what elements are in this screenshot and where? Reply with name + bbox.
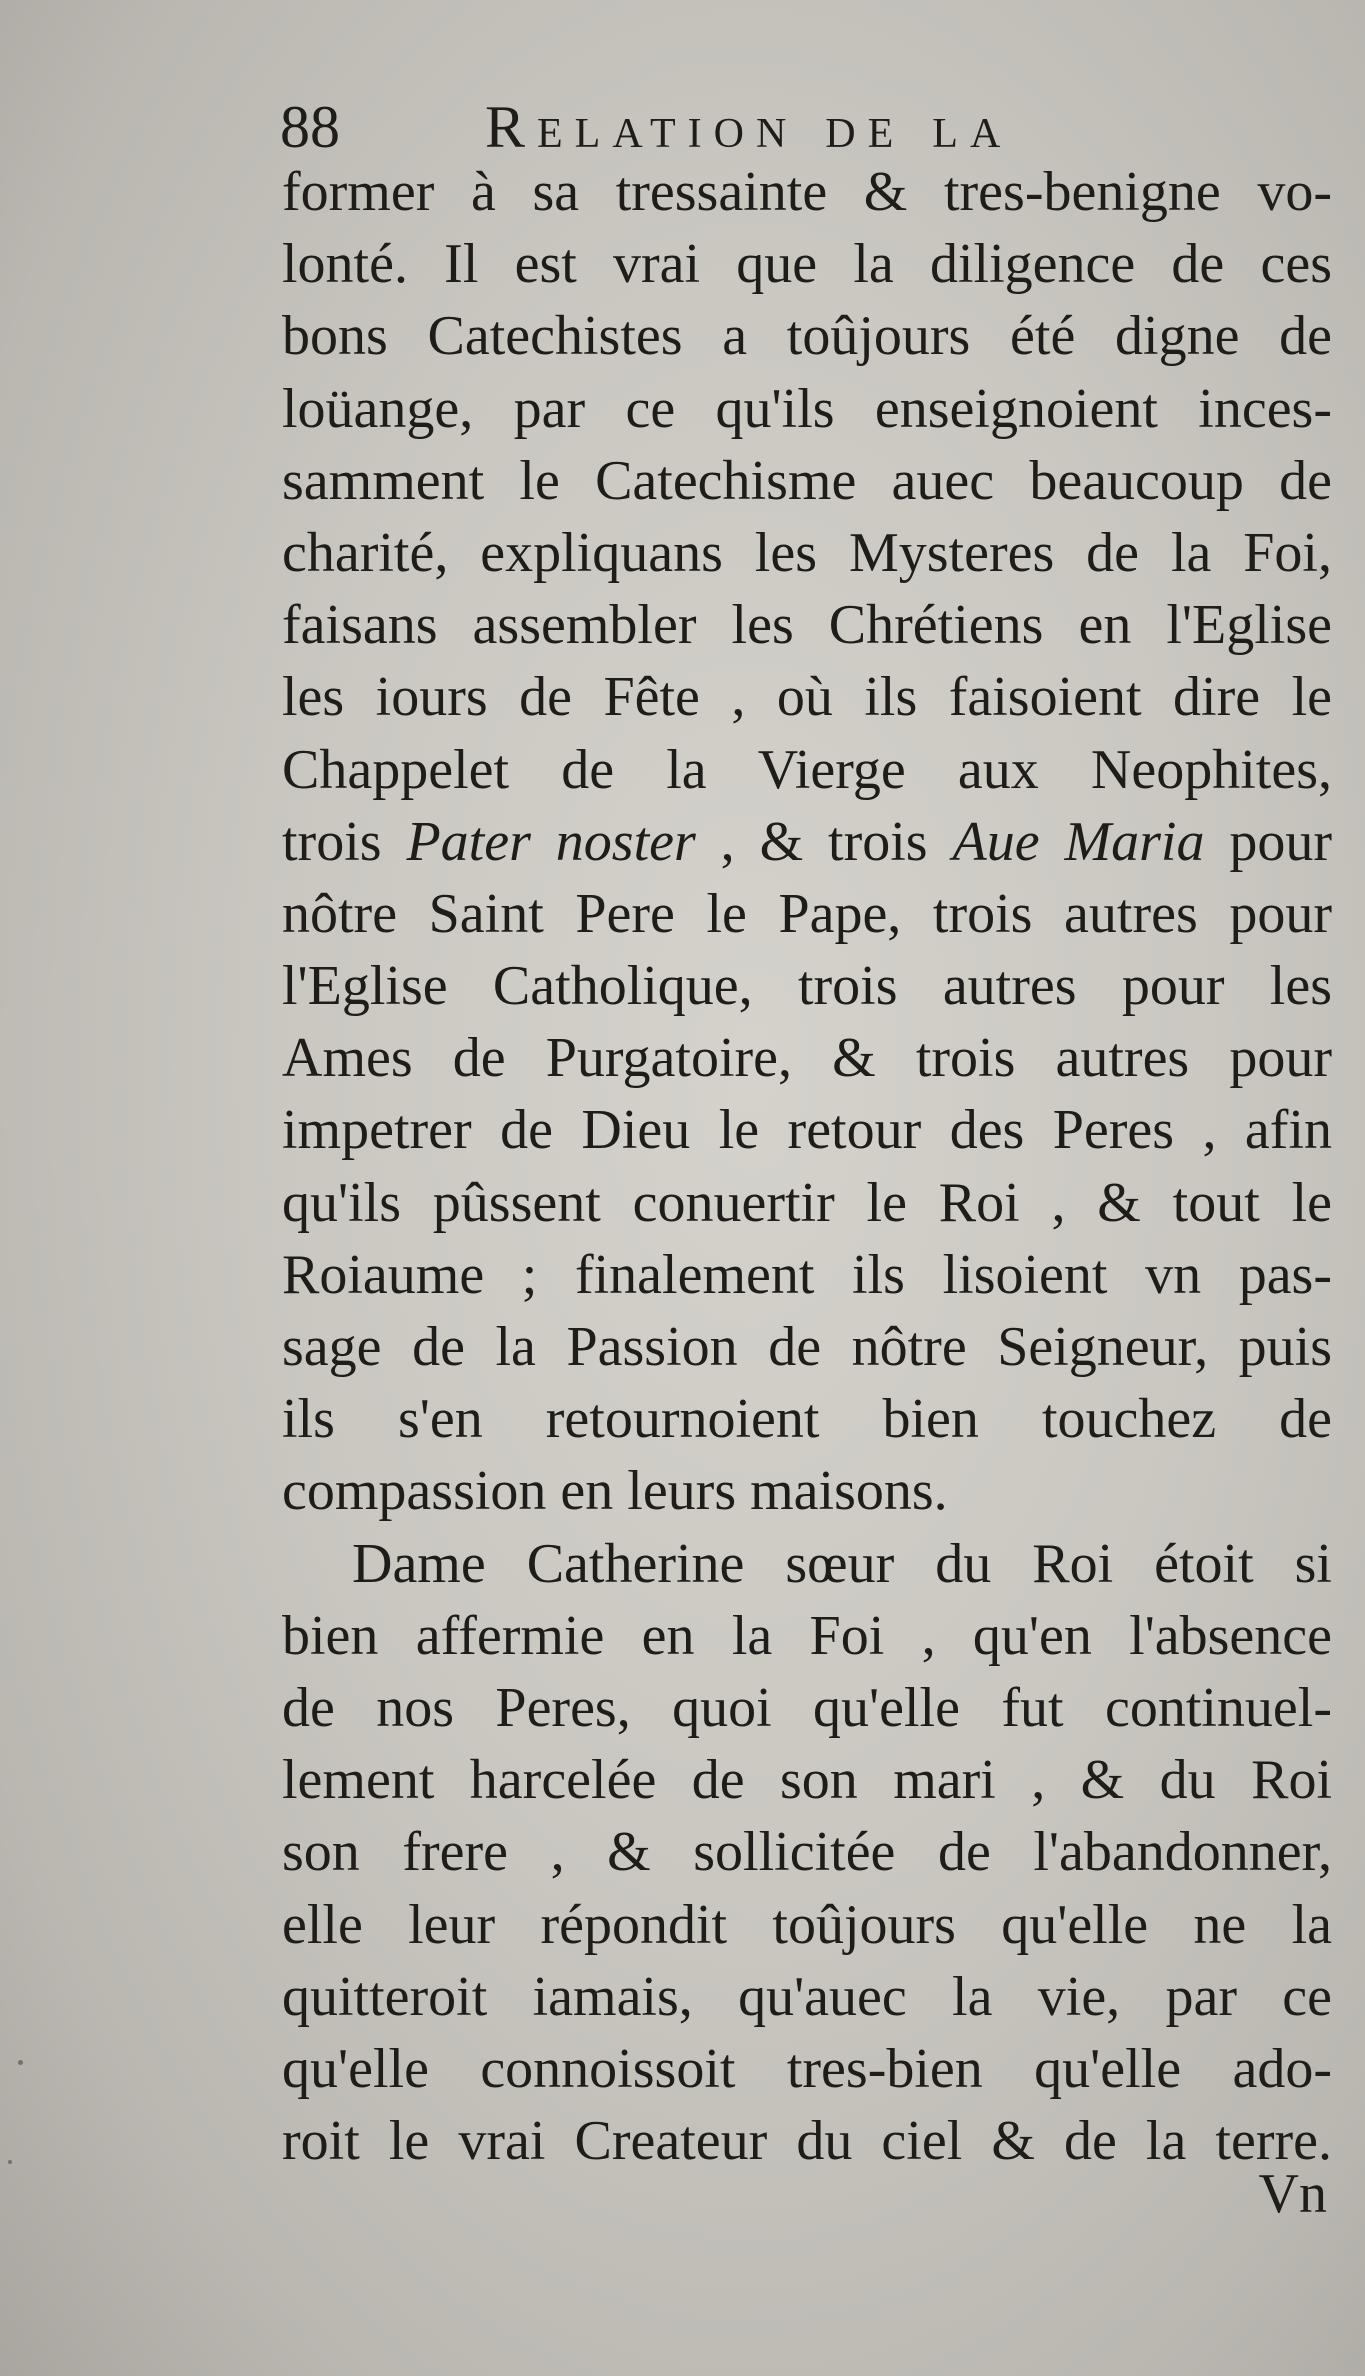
text-line: compassion en leurs maisons. (282, 1460, 948, 1523)
text-line: lement harcelée de son mari , & du Roi (282, 1749, 1332, 1812)
text-line: son frere , & sollicitée de l'abandonner, (282, 1821, 1332, 1884)
text-line: lonté. Il est vrai que la diligence de ces (282, 233, 1332, 296)
text-line: faisans assembler les Chrétiens en l'Eglise (282, 594, 1332, 657)
body-text (282, 156, 1332, 2177)
catchword: Vn (1258, 2163, 1327, 2225)
text-line: bons Catechistes a toûjours été digne de (282, 305, 1332, 368)
text-line: Ames de Purgatoire, & trois autres pour (282, 1027, 1332, 1090)
text-line: l'Eglise Catholique, trois autres pour les (282, 955, 1332, 1018)
text-line: qu'elle connoissoit tres-bien qu'elle ado- (282, 2037, 1332, 2100)
text-line: qu'ils pûssent conuertir le Roi , & tout le (282, 1171, 1332, 1234)
text-segment: pour (1204, 810, 1332, 873)
text-line: former à sa tressainte & tres-benigne vo- (282, 161, 1332, 223)
text-line: quitteroit iamais, qu'auec la vie, par ce (282, 1965, 1332, 2028)
text-segment: trois (282, 810, 407, 873)
text-line: samment le Catechisme auec beaucoup de (282, 449, 1332, 512)
page-header (280, 92, 1330, 162)
ink-speck (8, 2160, 12, 2164)
italic-latin-phrase: Pater noster (406, 810, 696, 873)
text-line: Chappelet de la Vierge aux Neophites, (282, 738, 1332, 801)
page-number: 88 (280, 94, 340, 160)
text-line: Roiaume ; finalement ils lisoient vn pas- (282, 1243, 1332, 1306)
italic-latin-phrase: Aue Maria (952, 810, 1205, 873)
text-segment: , & trois (695, 810, 953, 873)
text-line: de nos Peres, quoi qu'elle fut continuel- (282, 1676, 1332, 1739)
text-line: bien affermie en la Foi , qu'en l'absence (282, 1604, 1332, 1667)
text-line: roit le vrai Createur du ciel & de la terre. (282, 2110, 1332, 2173)
text-line: sage de la Passion de nôtre Seigneur, puis (282, 1316, 1332, 1378)
text-line (282, 806, 1332, 878)
text-line: loüange, par ce qu'ils enseignoient inces- (282, 377, 1332, 440)
text-line: impetrer de Dieu le retour des Peres , afin (282, 1099, 1332, 1162)
text-line: elle leur répondit toûjours qu'elle ne la (282, 1893, 1332, 1956)
ink-speck (18, 2060, 23, 2065)
text-line: les iours de Fête , où ils faisoient dire le (282, 666, 1332, 729)
text-line: nôtre Saint Pere le Pape, trois autres pour (282, 882, 1332, 945)
text-line: charité, expliquans les Mysteres de la Foi, (282, 521, 1332, 584)
running-title: Relation de la (485, 94, 1013, 160)
text-line: Dame Catherine sœur du Roi étoit si (352, 1532, 1332, 1595)
text-line: ils s'en retournoient bien touchez de (282, 1388, 1332, 1451)
